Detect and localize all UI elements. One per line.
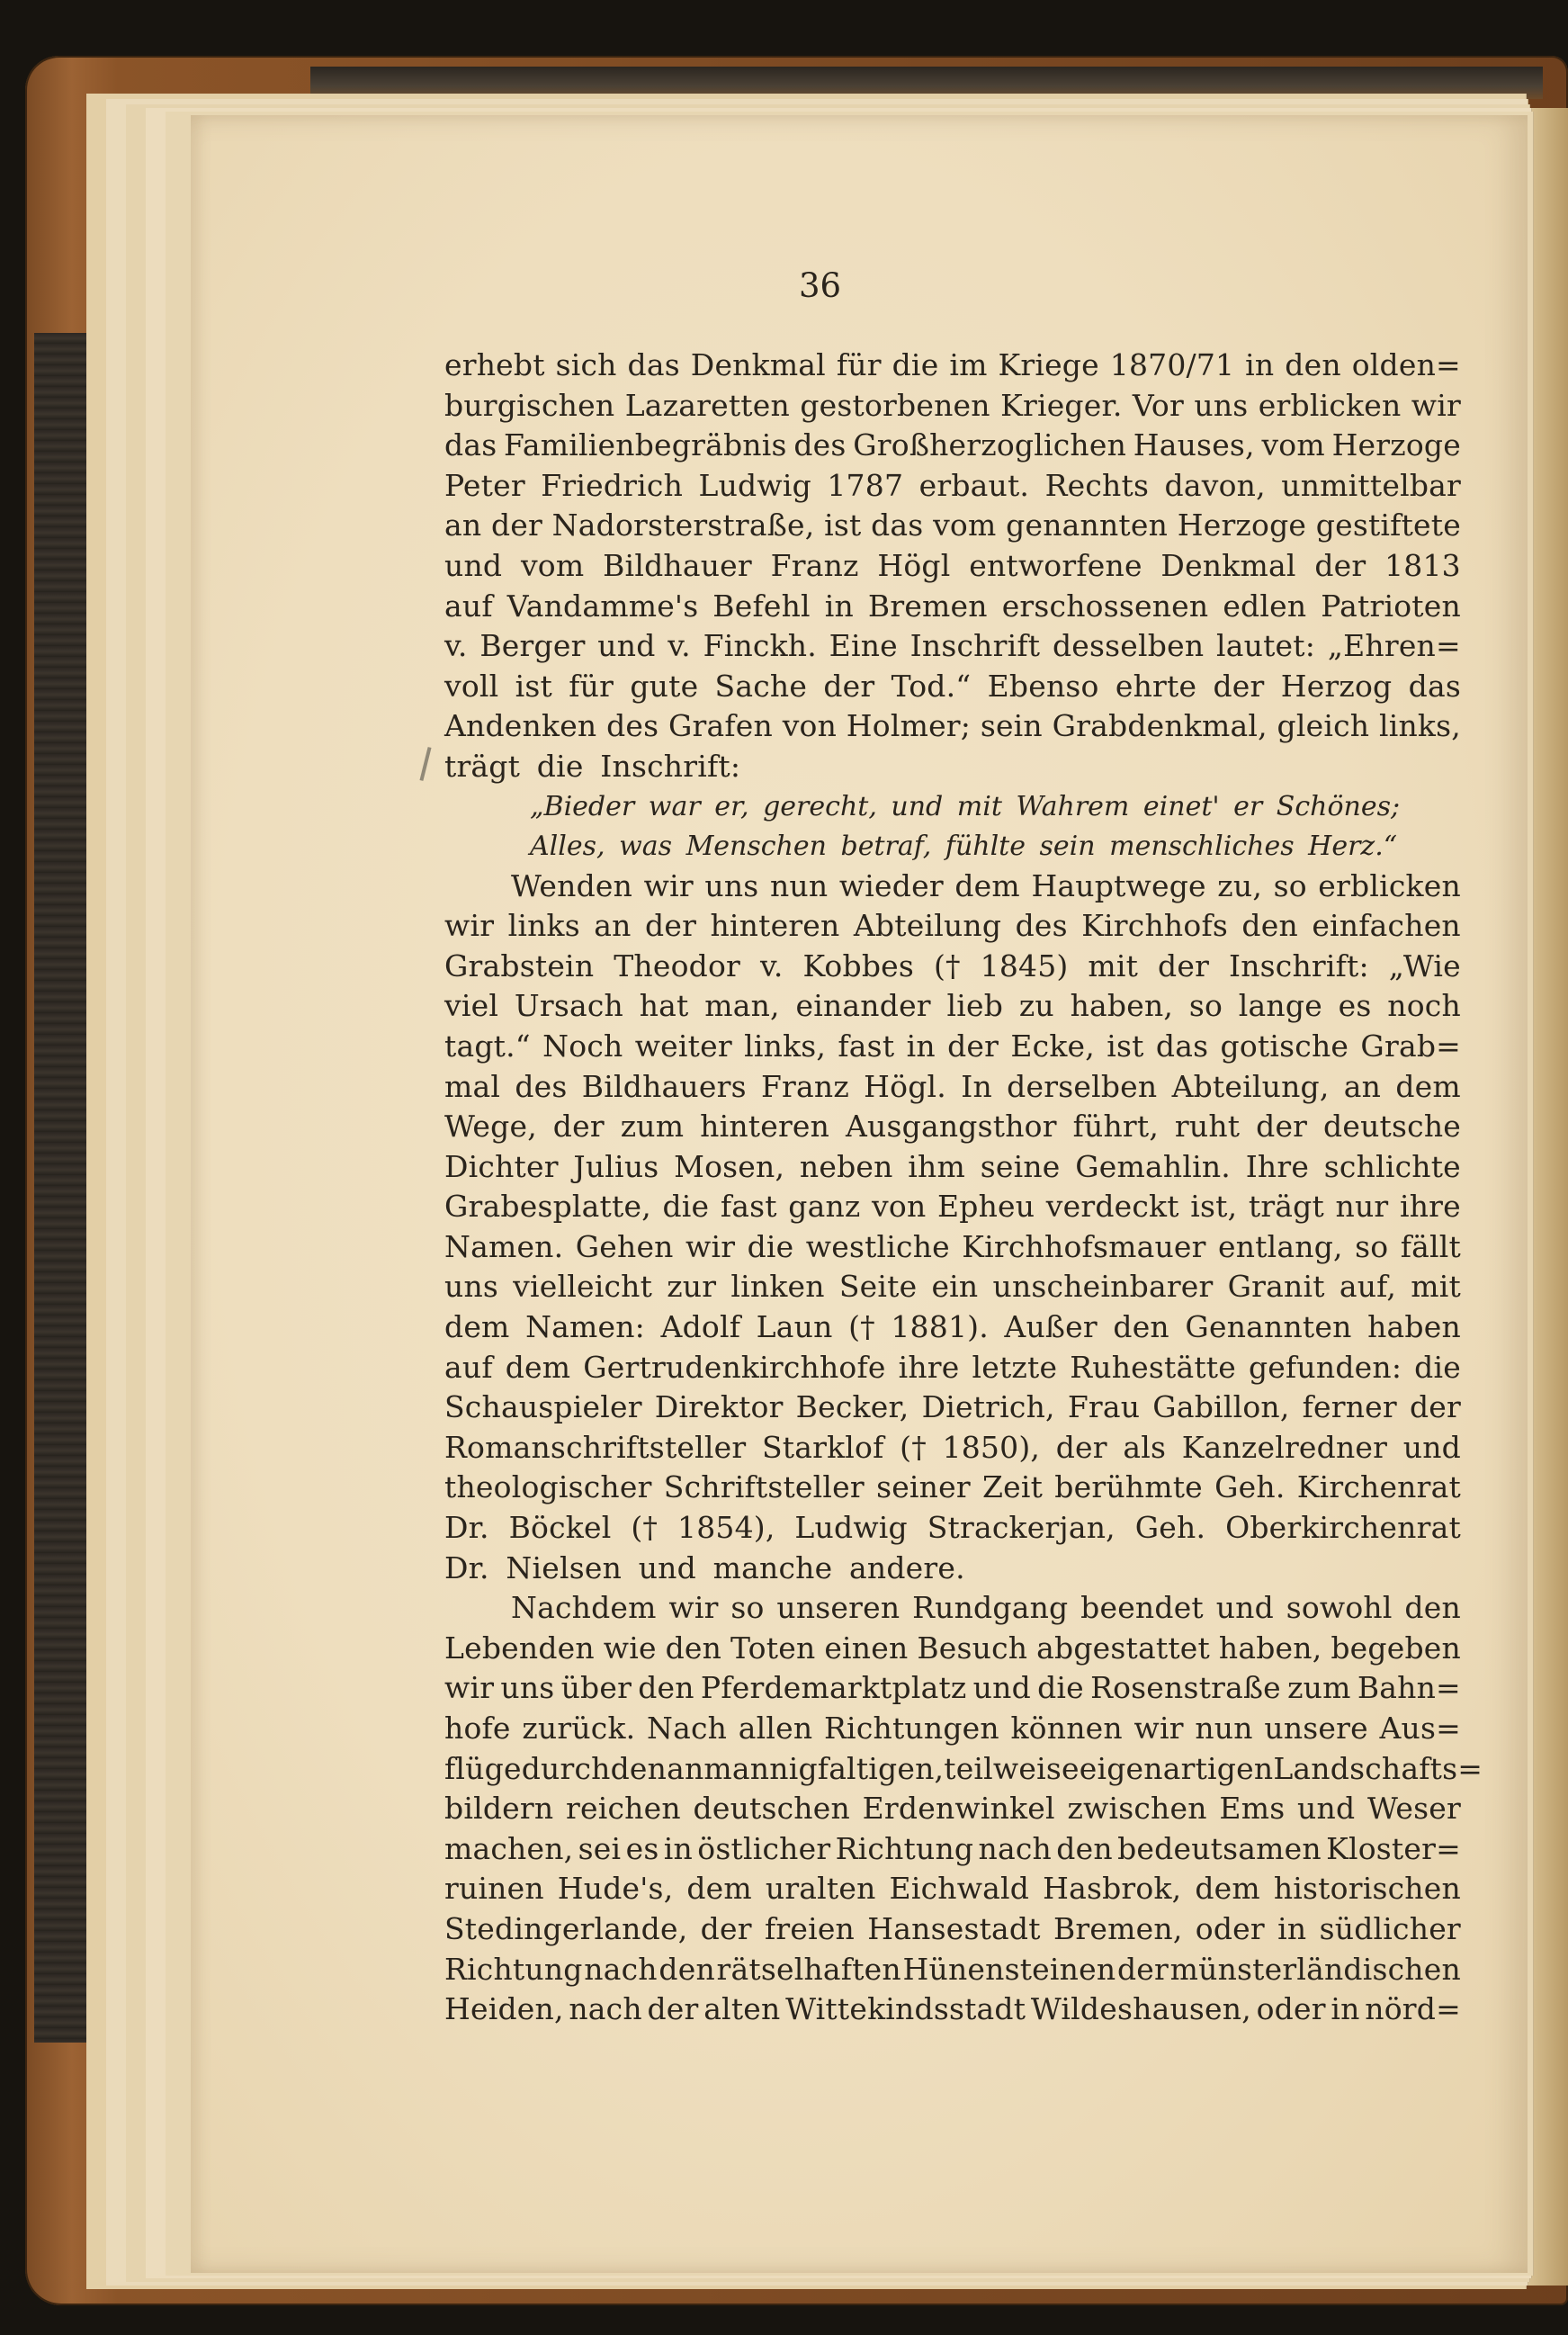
text-line: Stedingerlande, der freien Hansestadt Bremen, oder in südlicher	[444, 1910, 1461, 1946]
text-line: machen, sei es in östlicher Richtung nach den bedeutsamen Kloster=	[444, 1830, 1461, 1866]
text-line: voll ist für gute Sache der Tod.“ Ebenso ehrte der Herzog das	[444, 668, 1461, 704]
text-line: burgischen Lazaretten gestorbenen Krieger. Vor uns erblicken wir	[444, 387, 1461, 423]
text-line: Peter Friedrich Ludwig 1787 erbaut. Rechts davon, unmittelbar	[444, 467, 1461, 503]
text-line: trägt die Inschrift:	[444, 748, 741, 784]
text-line: auf dem Gertrudenkirchhofe ihre letzte Ruhestätte gefunden: die	[444, 1349, 1461, 1385]
text-line: Andenken des Grafen von Holmer; sein Grabdenkmal, gleich links,	[444, 708, 1461, 744]
text-line: v. Berger und v. Finckh. Eine Inschrift desselben lautet: „Ehren=	[444, 628, 1461, 664]
text-line: Dichter Julius Mosen, neben ihm seine Gemahlin. Ihre schlichte	[444, 1148, 1461, 1184]
text-line: Romanschriftsteller Starklof († 1850), der als Kanzelredner und	[444, 1429, 1461, 1465]
text-line: Dr. Böckel († 1854), Ludwig Strackerjan, Geh. Oberkirchenrat	[444, 1510, 1461, 1546]
text-line: hofe zurück. Nach allen Richtungen können wir nun unsere Aus=	[444, 1711, 1461, 1746]
text-line: viel Ursach hat man, einander lieb zu haben, so lange es noch	[444, 988, 1461, 1024]
text-line: Heiden, nach der alten Wittekindsstadt Wildeshausen, oder in nörd=	[444, 1991, 1461, 2027]
text-line: dem Namen: Adolf Laun († 1881). Außer den Genannten haben	[444, 1309, 1461, 1345]
text-line: uns vielleicht zur linken Seite ein unscheinbarer Granit auf, mit	[444, 1269, 1461, 1305]
text-line: theologischer Schriftsteller seiner Zeit berühmte Geh. Kirchenrat	[444, 1469, 1461, 1505]
paragraph-3	[444, 1588, 1483, 2030]
text-line: ruinen Hude's, dem uralten Eichwald Hasbrok, dem historischen	[444, 1871, 1461, 1907]
text-line: und vom Bildhauer Franz Högl entworfene Denkmal der 1813	[444, 547, 1461, 583]
text-line: bildern reichen deutschen Erdenwinkel zwischen Ems und Weser	[444, 1791, 1461, 1827]
text-line: Lebenden wie den Toten einen Besuch abgestattet haben, begeben	[444, 1630, 1461, 1666]
text-line: erhebt sich das Denkmal für die im Kriege 1870/71 in den olden=	[444, 347, 1461, 382]
text-line: Richtung nach den rätselhaften Hünensteinen der münsterländischen	[444, 1951, 1461, 1987]
text-line: das Familienbegräbnis des Großherzoglichen Hauses, vom Herzoge	[444, 427, 1461, 463]
paragraph-2	[444, 867, 1461, 1589]
text-line: Schauspieler Direktor Becker, Dietrich, Frau Gabillon, ferner der	[444, 1389, 1461, 1425]
text-line: Dr. Nielsen und manche andere.	[444, 1549, 965, 1585]
text-line: Namen. Gehen wir die westliche Kirchhofsmauer entlang, so fällt	[444, 1228, 1461, 1264]
poem-line: Alles, was Menschen betraf, fühlte sein menschliches Herz.“	[530, 830, 1398, 862]
page-number: 36	[798, 266, 842, 305]
body-text	[444, 346, 1483, 2030]
spine-band	[34, 333, 86, 2043]
text-line: Nachdem wir so unseren Rundgang beendet und sowohl den	[511, 1590, 1461, 1626]
text-line: Wege, der zum hinteren Ausgangsthor führt, ruht der deutsche	[444, 1109, 1461, 1145]
text-line: an der Nadorsterstraße, ist das vom genannten Herzoge gestiftete	[444, 507, 1461, 543]
text-line: auf Vandamme's Befehl in Bremen erschossenen edlen Patrioten	[444, 588, 1461, 624]
poem-quote	[444, 787, 1461, 867]
poem-line: „Bieder war er, gerecht, und mit Wahrem einet' er Schönes;	[530, 790, 1401, 822]
text-line: Wenden wir uns nun wieder dem Hauptwege zu, so erblicken	[511, 867, 1461, 903]
text-line: tagt.“ Noch weiter links, fast in der Ecke, ist das gotische Grab=	[444, 1028, 1461, 1064]
text-line: flüge durch den an mannigfaltigen, teilweise eigenartigen Landschafts=	[444, 1750, 1483, 1786]
text-line: wir uns über den Pferdemarktplatz und die Rosenstraße zum Bahn=	[444, 1670, 1461, 1706]
text-line: wir links an der hinteren Abteilung des Kirchhofs den einfachen	[444, 908, 1461, 944]
text-line: Grabesplatte, die fast ganz von Epheu verdeckt ist, trägt nur ihre	[444, 1189, 1461, 1225]
text-line: Grabstein Theodor v. Kobbes († 1845) mit der Inschrift: „Wie	[444, 947, 1461, 983]
text-line: mal des Bildhauers Franz Högl. In derselben Abteilung, an dem	[444, 1068, 1461, 1104]
paragraph-1	[444, 346, 1461, 787]
